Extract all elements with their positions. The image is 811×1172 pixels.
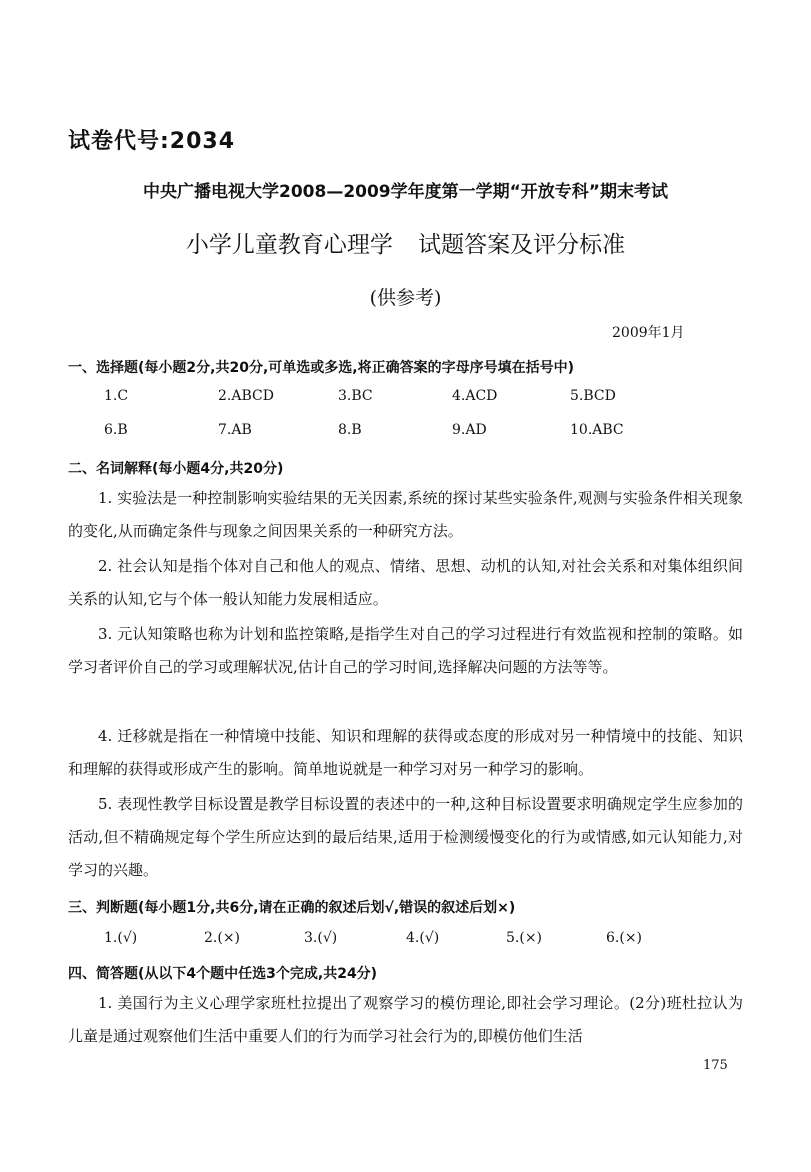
exam-title: 中央广播电视大学2008—2009学年度第一学期“开放专科”期末考试: [143, 182, 668, 202]
answer-item: 7.AB: [218, 422, 252, 438]
answer-item: 10.ABC: [570, 422, 624, 438]
section-4-title: 四、简答题(从以下4个题中任选3个完成,共24分): [68, 966, 378, 982]
answer-item: 4.ACD: [452, 388, 498, 404]
answer-item: 6.(×): [606, 930, 643, 946]
answer-item: 9.AD: [452, 422, 487, 438]
reference-note: (供参考): [369, 287, 442, 309]
definition-1: 1. 实验法是一种控制影响实验结果的无关因素,系统的探讨某些实验条件,观测与实验条件相关现象的变化,从而确定条件与现象之间因果关系的一种研究方法。: [68, 489, 743, 540]
answer-item: 8.B: [338, 422, 362, 438]
answer-item: 1.(√): [104, 930, 138, 946]
section-1-title: 一、选择题(每小题2分,共20分,可单选或多选,将正确答案的字母序号填在括号中): [68, 360, 574, 376]
definition-5: 5. 表现性教学目标设置是教学目标设置的表述中的一种,这种目标设置要求明确规定学生应参加的活动,但不精确规定每个学生所应达到的最后结果,适用于检测缓慢变化的行为或情感,如元认知能力,对学习的兴趣。: [68, 795, 743, 879]
judgement-answers: [0, 930, 811, 952]
subject-title: 小学儿童教育心理学 试题答案及评分标准: [185, 232, 626, 258]
section-2-title: 二、名词解释(每小题4分,共20分): [68, 461, 284, 477]
exam-date: 2009年1月: [612, 325, 685, 341]
page-number: 175: [703, 1058, 728, 1073]
definition-3: 3. 元认知策略也称为计划和监控策略,是指学生对自己的学习过程进行有效监视和控制的策略。如学习者评价自己的学习或理解状况,估计自己的学习时间,选择解决问题的方法等等。: [68, 625, 743, 676]
answer-item: 3.(√): [304, 930, 338, 946]
answer-row-2: [0, 422, 811, 444]
definition-2: 2. 社会认知是指个体对自己和他人的观点、情绪、思想、动机的认知,对社会关系和对集体组织间关系的认知,它与个体一般认知能力发展相适应。: [68, 557, 743, 608]
section-3-title: 三、判断题(每小题1分,共6分,请在正确的叙述后划√,错误的叙述后划×): [68, 900, 516, 916]
answer-item: 6.B: [104, 422, 128, 438]
answer-item: 2.ABCD: [218, 388, 274, 404]
answer-item: 5.(×): [506, 930, 543, 946]
short-answer-1: 1. 美国行为主义心理学家班杜拉提出了观察学习的模仿理论,即社会学习理论。(2分)班杜拉认为儿童是通过观察他们生活中重要人们的行为而学习社会行为的,即模仿他们生活: [68, 994, 743, 1045]
paper-code: 试卷代号:2034: [68, 129, 236, 154]
answer-item: 5.BCD: [570, 388, 616, 404]
answer-item: 2.(×): [204, 930, 241, 946]
definition-4: 4. 迁移就是指在一种情境中技能、知识和理解的获得或态度的形成对另一种情境中的技能、知识和理解的获得或形成产生的影响。简单地说就是一种学习对另一种学习的影响。: [68, 727, 743, 778]
answer-row-1: [0, 388, 811, 410]
answer-item: 1.C: [104, 388, 129, 404]
answer-item: 4.(√): [406, 930, 440, 946]
answer-item: 3.BC: [338, 388, 373, 404]
